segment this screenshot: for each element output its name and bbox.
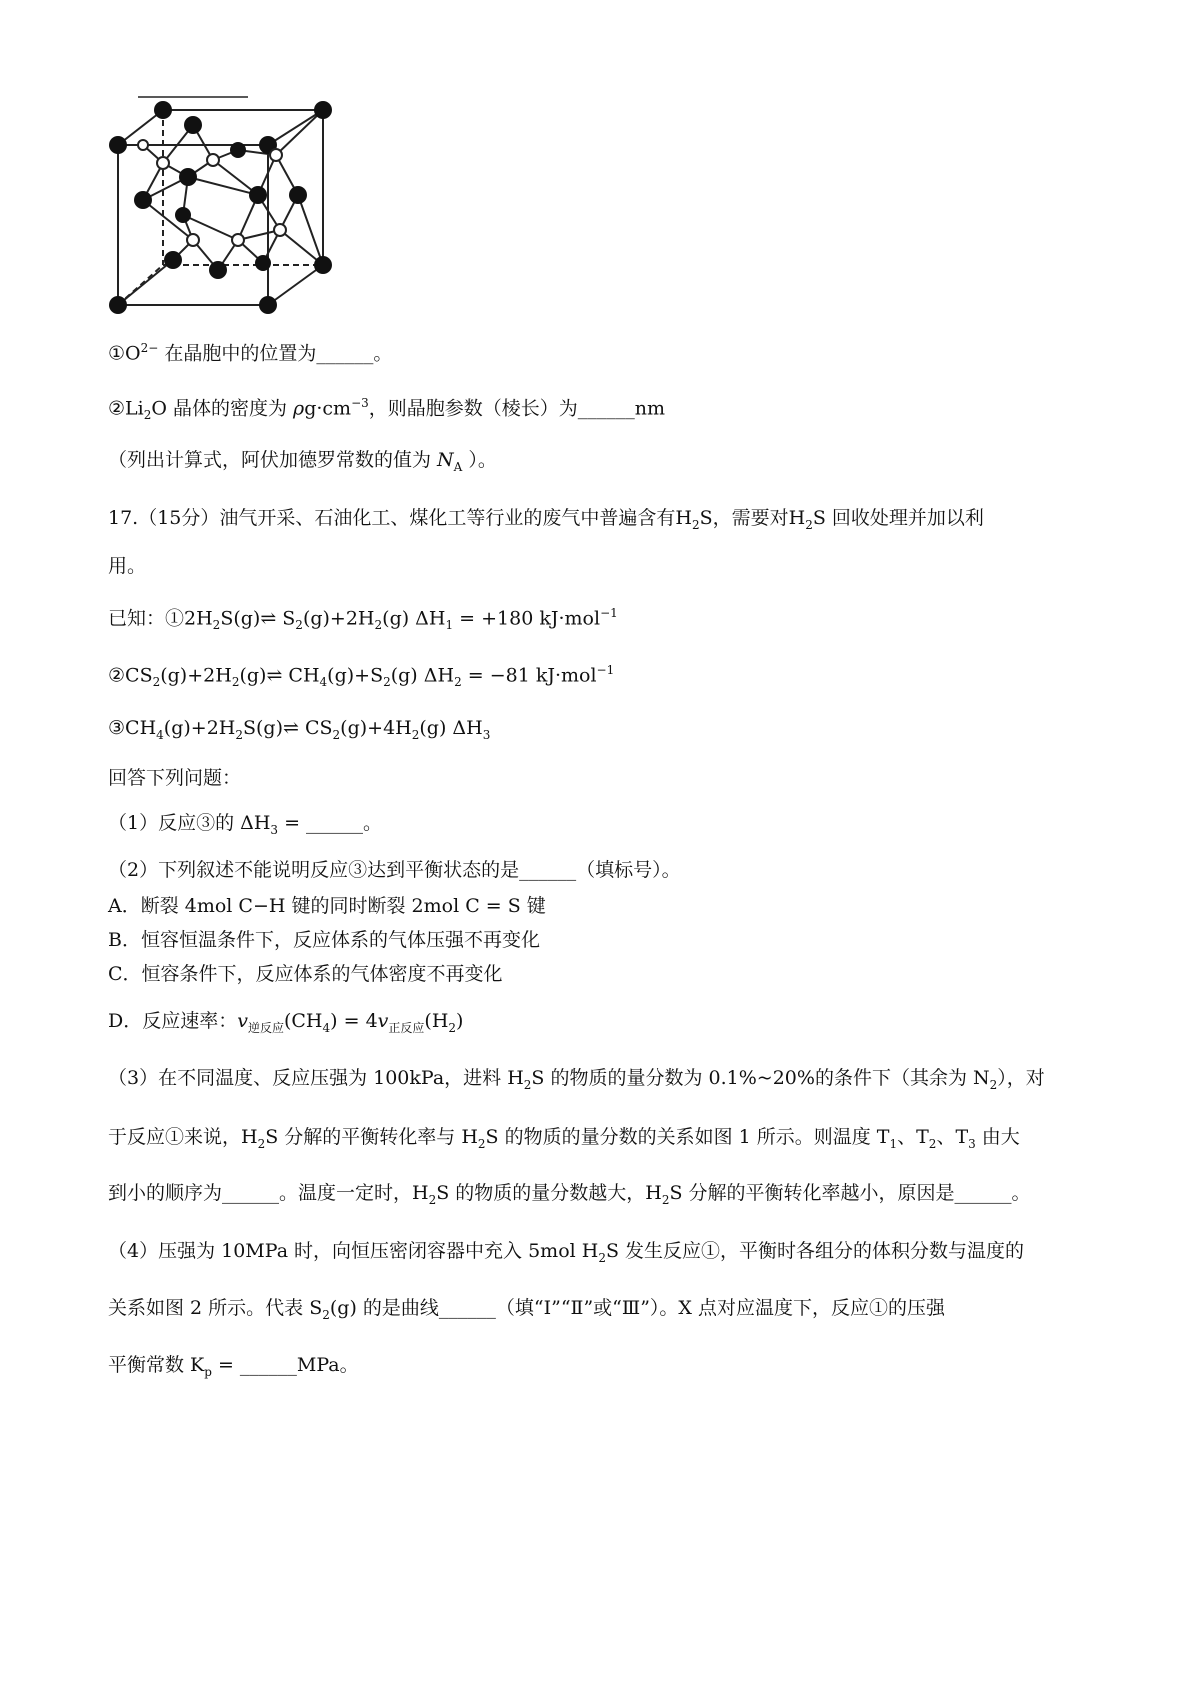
part-3-line1: （3）在不同温度、反应压强为 100kPa，进料 $H_2S$ 的物质的量分数为 0.1%~20%的条件下（其余为 $N_2$），对 bbox=[108, 1067, 1045, 1092]
part-4-line3: 平衡常数 $K_p$ = ______MPa。 bbox=[108, 1354, 359, 1379]
part-4-line1: （4）压强为 10MPa 时，向恒压密闭容器中充入 5mol $H_2S$ 发生反应①，平衡时各组分的体积分数与温度的 bbox=[108, 1240, 1025, 1265]
answer-header: 回答下列问题： bbox=[108, 767, 242, 789]
option-a: A．断裂 4mol C−H 键的同时断裂 2mol C = S 键 bbox=[108, 895, 546, 917]
part-4-line2: 关系如图 2 所示。代表 $S_2(g)$ 的是曲线______（填“Ⅰ”“Ⅱ”或“Ⅲ”）。X 点对应温度下，反应①的压强 bbox=[108, 1297, 945, 1322]
q17-intro-line1: 17.（15分）油气开采、石油化工、煤化工等行业的废气中普遍含有$H_2S$，需要对$H_2S$ 回收处理并加以利 bbox=[108, 507, 984, 532]
option-b: B．恒容恒温条件下，反应体系的气体压强不再变化 bbox=[108, 929, 540, 951]
equation-3: $③CH_4(g)+2H_2S(g)\rightleftharpoons$ $CS_2(g)+4H_2(g)$ $\Delta H_3$ bbox=[108, 717, 491, 742]
part-3-line2: 于反应①来说，$H_2S$ 分解的平衡转化率与 $H_2S$ 的物质的量分数的关系如图 1 所示。则温度 $T_1$、$T_2$、$T_3$ 由大 bbox=[108, 1126, 1020, 1151]
equation-2: $②CS_2(g)+2H_2(g)\rightleftharpoons$ $CH_4(g)+S_2(g) \Delta H_2 = -81$ kJ·mol$^{-1}$ bbox=[108, 663, 615, 690]
q16-sub2-note: （列出计算式，阿伏加德罗常数的值为 $N_A$ ）。 bbox=[108, 449, 497, 474]
part-3-line3: 到小的顺序为______。温度一定时，$H_2S$ 的物质的量分数越大，$H_2S$ 分解的平衡转化率越小，原因是______。 bbox=[108, 1182, 1031, 1207]
option-d: D．反应速率：$v_{逆反应}(CH_4) = 4v_{正反应}(H_2)$ bbox=[108, 1010, 464, 1035]
part-1: （1）反应③的 $\Delta H_3$ = ______。 bbox=[108, 812, 383, 837]
part-2: （2）下列叙述不能说明反应③达到平衡状态的是______（填标号）。 bbox=[108, 859, 681, 881]
option-c: C．恒容条件下，反应体系的气体密度不再变化 bbox=[108, 963, 503, 985]
crystal-cell-figure bbox=[108, 95, 368, 330]
q16-sub1: $①O^{2-}$ 在晶胞中的位置为______。 bbox=[108, 341, 393, 365]
q16-sub2: $②Li_2O$ 晶体的密度为 $\rho g\cdot cm^{-3}$，则晶胞参数（棱长）为______nm bbox=[108, 396, 666, 423]
q17-intro-line2: 用。 bbox=[108, 555, 147, 577]
equation-1: 已知：$①2H_2S(g)\rightleftharpoons$ $S_2(g)+2H_2(g) \Delta H_1 = +180$ kJ·mol$^{-1}$ bbox=[108, 606, 618, 633]
